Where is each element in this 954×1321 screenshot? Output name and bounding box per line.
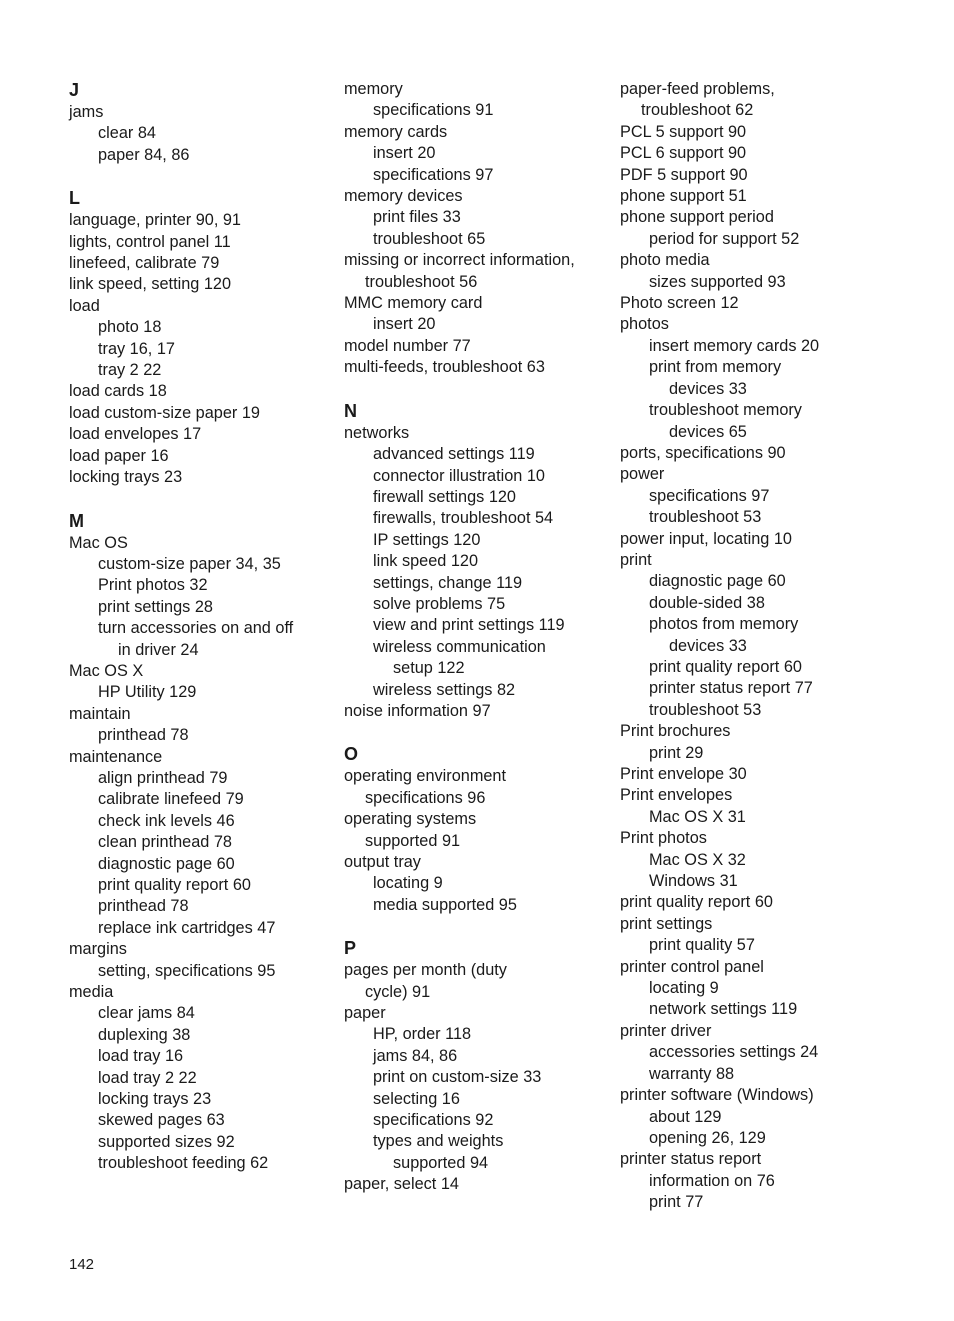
- index-subentry: print quality report 60: [649, 657, 802, 676]
- index-entry: phone support 51: [620, 187, 747, 206]
- index-entry: PCL 6 support 90: [620, 144, 747, 163]
- index-entry: photo media: [620, 251, 710, 270]
- index-subentry: diagnostic page 60: [98, 854, 235, 873]
- index-subentry: specifications 97: [649, 486, 770, 505]
- index-subentry: information on 76: [649, 1171, 775, 1190]
- index-entry: maintenance: [69, 747, 163, 766]
- page-number: 142: [69, 1256, 95, 1273]
- index-entry: missing or incorrect information,: [344, 251, 575, 270]
- index-subentry: opening 26, 129: [649, 1128, 766, 1147]
- index-subentry: types and weights: [373, 1132, 504, 1151]
- index-subentry: accessories settings 24: [649, 1043, 819, 1062]
- index-subentry: devices 33: [669, 636, 747, 655]
- index-entry: power: [620, 465, 665, 484]
- index-entry: paper-feed problems,: [620, 80, 775, 98]
- index-subentry: printer status report 77: [649, 679, 813, 698]
- index-entry: memory devices: [344, 187, 463, 206]
- index-subentry: photos from memory: [649, 615, 799, 634]
- index-subentry: double-sided 38: [649, 593, 765, 612]
- index-subentry: sizes supported 93: [649, 272, 786, 291]
- index-subentry: HP Utility 129: [98, 683, 197, 702]
- index-entry: Print envelopes: [620, 786, 733, 805]
- section-letter-heading: M: [69, 510, 84, 531]
- index-subentry: devices 33: [669, 379, 747, 398]
- index-entry: power input, locating 10: [620, 529, 792, 548]
- index-subentry: media supported 95: [373, 895, 517, 914]
- index-entry: linefeed, calibrate 79: [69, 254, 220, 273]
- index-entry: Print envelope 30: [620, 765, 747, 783]
- index-entry: paper: [344, 1004, 386, 1023]
- index-subentry: align printhead 79: [98, 768, 228, 787]
- index-entry: photos: [620, 315, 669, 334]
- index-entry: printer status report: [620, 1150, 762, 1169]
- index-entry: specifications 96: [365, 788, 486, 807]
- index-subentry: replace ink cartridges 47: [98, 918, 276, 937]
- index-subentry: photo 18: [98, 318, 162, 337]
- index-subentry: duplexing 38: [98, 1025, 191, 1044]
- index-entry: print settings: [620, 914, 713, 933]
- index-subentry: wireless communication: [373, 637, 546, 656]
- index-entry: Print brochures: [620, 722, 731, 741]
- index-entry: load envelopes 17: [69, 425, 202, 444]
- index-subentry: print from memory: [649, 358, 782, 377]
- section-letter-heading: N: [344, 400, 357, 421]
- index-entry: memory: [344, 80, 403, 98]
- index-subentry: devices 65: [669, 422, 747, 441]
- index-subentry: calibrate linefeed 79: [98, 790, 244, 809]
- index-entry: load: [69, 296, 100, 315]
- index-entry: media: [69, 983, 114, 1002]
- index-section: [344, 937, 612, 1195]
- index-entry: MMC memory card: [344, 294, 483, 313]
- index-subentry: troubleshoot 53: [649, 508, 762, 527]
- section-letter-heading: P: [344, 938, 357, 959]
- index-entry: maintain: [69, 704, 131, 723]
- index-subentry: Windows 31: [649, 872, 738, 891]
- index-entry: ports, specifications 90: [620, 443, 786, 462]
- index-subentry: jams 84, 86: [373, 1046, 458, 1065]
- index-entry: link speed, setting 120: [69, 275, 232, 294]
- index-subentry: locating 9: [373, 874, 443, 893]
- index-entry: Print photos: [620, 829, 707, 848]
- index-entry: load custom-size paper 19: [69, 403, 260, 422]
- index-subentry: print 29: [649, 743, 704, 762]
- index-subentry: connector illustration 10: [373, 466, 545, 485]
- index-entry: model number 77: [344, 336, 471, 355]
- index-subentry: tray 16, 17: [98, 339, 175, 358]
- index-subentry: load tray 16: [98, 1047, 184, 1066]
- index-entry: operating systems: [344, 810, 477, 829]
- index-subentry: solve problems 75: [373, 594, 506, 613]
- index-subentry: clean printhead 78: [98, 833, 232, 852]
- index-subentry: specifications 92: [373, 1111, 494, 1130]
- index-section: [344, 743, 612, 916]
- index-subentry: printhead 78: [98, 897, 189, 916]
- index-entry: PCL 5 support 90: [620, 122, 747, 141]
- index-entry: load cards 18: [69, 382, 167, 401]
- index-subentry: troubleshoot 65: [373, 229, 486, 248]
- index-entry: pages per month (duty: [344, 961, 507, 980]
- index-subentry: HP, order 118: [373, 1025, 472, 1044]
- index-subentry: locking trays 23: [98, 1090, 212, 1109]
- index-subentry: view and print settings 119: [373, 616, 565, 635]
- index-subentry: specifications 91: [373, 101, 494, 120]
- index-subentry: troubleshoot memory: [649, 401, 802, 420]
- index-entry: printer driver: [620, 1021, 712, 1040]
- index-entry: printer software (Windows): [620, 1086, 814, 1105]
- index-entry: jams: [69, 103, 104, 121]
- index-subentry: setting, specifications 95: [98, 961, 276, 980]
- index-subentry: Print photos 32: [98, 576, 208, 595]
- index-entry: networks: [344, 423, 410, 442]
- index-entry: multi-feeds, troubleshoot 63: [344, 358, 545, 377]
- index-subentry: insert 20: [373, 315, 436, 334]
- index-subentry: clear 84: [98, 124, 156, 143]
- index-subentry: firewall settings 120: [373, 487, 516, 506]
- index-entry: memory cards: [344, 122, 448, 141]
- index-entry: phone support period: [620, 208, 774, 227]
- section-letter-heading: O: [344, 744, 359, 765]
- section-letter-heading: L: [69, 188, 80, 209]
- index-subentry: print quality 57: [649, 936, 755, 955]
- index-entry: noise information 97: [344, 701, 491, 720]
- index-subentry: period for support 52: [649, 229, 800, 248]
- index-entry: operating environment: [344, 767, 507, 786]
- index-subentry: paper 84, 86: [98, 145, 190, 164]
- index-subentry: setup 122: [393, 659, 465, 678]
- index-entry: load paper 16: [69, 446, 169, 465]
- index-entry: margins: [69, 940, 127, 959]
- index-entry: Photo screen 12: [620, 294, 739, 313]
- index-section: [344, 79, 612, 379]
- index-subentry: insert 20: [373, 144, 436, 163]
- section-letter-heading: J: [69, 80, 80, 100]
- index-subentry: tray 2 22: [98, 361, 162, 380]
- index-subentry: clear jams 84: [98, 1004, 195, 1023]
- index-subentry: selecting 16: [373, 1089, 460, 1108]
- index-column-1: [69, 79, 337, 1175]
- index-section: [344, 400, 612, 723]
- index-subentry: print settings 28: [98, 597, 213, 616]
- index-subentry: print on custom-size 33: [373, 1068, 542, 1087]
- index-subentry: in driver 24: [118, 640, 199, 659]
- index-entry: PDF 5 support 90: [620, 165, 748, 184]
- index-subentry: load tray 2 22: [98, 1068, 197, 1087]
- index-entry: printer control panel: [620, 957, 764, 976]
- index-section: [69, 510, 337, 1175]
- index-section: [69, 79, 337, 166]
- index-entry: print quality report 60: [620, 893, 773, 912]
- index-entry: paper, select 14: [344, 1175, 459, 1194]
- index-subentry: check ink levels 46: [98, 811, 235, 830]
- index-subentry: locating 9: [649, 979, 719, 998]
- index-column-3: [620, 79, 888, 1214]
- index-subentry: troubleshoot feeding 62: [98, 1154, 269, 1173]
- index-entry: cycle) 91: [365, 982, 431, 1001]
- index-subentry: custom-size paper 34, 35: [98, 554, 281, 573]
- index-entry: troubleshoot 62: [641, 101, 754, 120]
- index-subentry: specifications 97: [373, 165, 494, 184]
- index-entry: Mac OS: [69, 533, 128, 552]
- index-subentry: advanced settings 119: [373, 445, 535, 464]
- index-section: [69, 187, 337, 488]
- index-column-2: [344, 79, 612, 1196]
- index-entry: output tray: [344, 853, 421, 871]
- index-subentry: about 129: [649, 1107, 722, 1126]
- index-subentry: skewed pages 63: [98, 1111, 225, 1130]
- index-subentry: printhead 78: [98, 726, 189, 745]
- index-subentry: warranty 88: [649, 1064, 735, 1083]
- index-subentry: print quality report 60: [98, 876, 251, 894]
- index-subentry: print 77: [649, 1193, 704, 1212]
- index-subentry: IP settings 120: [373, 530, 481, 549]
- index-subentry: Mac OS X 31: [649, 807, 746, 826]
- index-subentry: troubleshoot 53: [649, 700, 762, 719]
- index-entry: lights, control panel 11: [69, 232, 231, 251]
- index-subentry: turn accessories on and off: [98, 619, 294, 638]
- index-entry: language, printer 90, 91: [69, 211, 241, 230]
- index-subentry: firewalls, troubleshoot 54: [373, 509, 554, 528]
- index-section: [620, 79, 888, 1214]
- index-entry: supported 91: [365, 831, 461, 850]
- index-subentry: network settings 119: [649, 1000, 798, 1019]
- index-entry: locking trays 23: [69, 468, 183, 487]
- index-subentry: print files 33: [373, 208, 461, 227]
- index-subentry: insert memory cards 20: [649, 336, 820, 355]
- index-subentry: settings, change 119: [373, 573, 523, 592]
- index-subentry: wireless settings 82: [373, 680, 516, 699]
- index-entry: troubleshoot 56: [365, 272, 478, 291]
- index-subentry: link speed 120: [373, 552, 479, 571]
- index-subentry: supported sizes 92: [98, 1132, 235, 1151]
- index-entry: Mac OS X: [69, 661, 144, 680]
- index-subentry: Mac OS X 32: [649, 850, 746, 869]
- index-entry: print: [620, 550, 652, 569]
- index-subentry: supported 94: [393, 1153, 489, 1172]
- index-subentry: diagnostic page 60: [649, 572, 786, 591]
